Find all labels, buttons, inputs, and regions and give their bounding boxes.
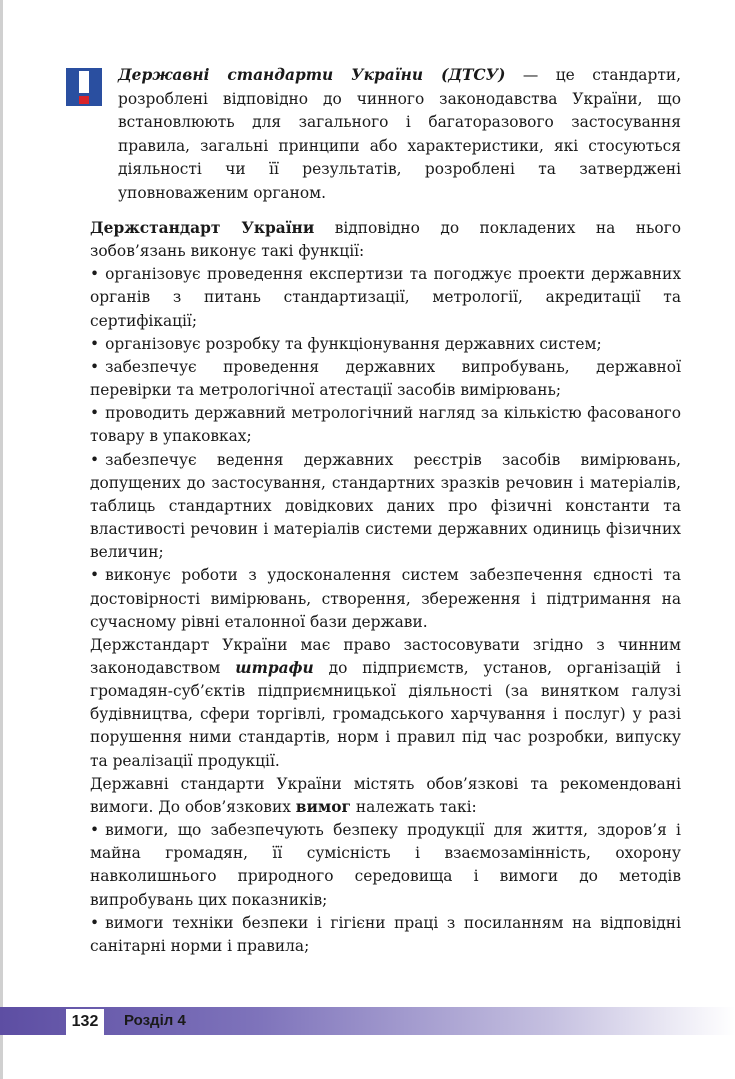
term-requirements: вимог xyxy=(295,797,351,816)
list-item: • забезпечує ведення державних реєстрів засобів вимірювань, допущених до застосування, стандартних зразків речовин і матеріалів, таблиць стандартних довідкових даних про фізичні константи та властивості речовин і матеріалів системи державних одиниць фізичних величин; xyxy=(90,450,681,562)
definition-term: Державні стандарти України (ДТСУ) xyxy=(118,66,506,84)
page-number: 132 xyxy=(66,1009,104,1035)
definition-block xyxy=(118,64,681,206)
bullet-icon: • xyxy=(90,357,100,376)
bullet-icon: • xyxy=(90,913,100,932)
bullet-icon: • xyxy=(90,450,100,469)
list-item: • організовує розробку та функціонування державних систем; xyxy=(90,334,602,353)
footer-band xyxy=(0,1007,735,1035)
list-item: • проводить державний метрологічний нагляд за кількістю фасованого товару в упаковках; xyxy=(90,404,681,446)
exclamation-icon xyxy=(66,68,102,106)
bullet-icon: • xyxy=(90,334,100,353)
list-item: • вимоги, що забезпечують безпеку продукції для життя, здоров’я і майна громадян, її сумісність і взаємозамінність, охорону навколишнього природного середовища і вимоги до методів випробувань цих показників; xyxy=(90,821,681,909)
term-fines: штрафи xyxy=(235,658,314,677)
bullet-icon: • xyxy=(90,821,100,840)
paragraph-fines: Держстандарт України має право застосовувати згідно з чинним законодавством штрафи до підприємств, установ, організацій і громадян-суб’єктів підприємницької діяльності (за винятком галузі будівництва, сфери торгівлі, громадського харчування і послуг) у разі порушення ними стандартів, норм і правил під час розробки, випуску та реалізації продукції. xyxy=(90,635,681,770)
term-derzhstandart: Держстандарт України xyxy=(90,219,315,237)
definition-text: — це стандарти, розроблені відповідно до чинного законодавства України, що встановлюють для загального і багаторазового застосування правила, загальні принципи або характеристики, які стосуються діяльності чи її результатів, розроблені та затверджені уповноваженим органом. xyxy=(118,66,681,202)
section-label: Розділ 4 xyxy=(124,1012,186,1029)
list-item: • забезпечує проведення державних випробувань, державної перевірки та метрологічної атестації засобів вимірювань; xyxy=(90,357,681,400)
bullet-icon: • xyxy=(90,265,100,284)
paragraph-intro: Держстандарт України відповідно до покладених на нього зобов’язань виконує такі функції: xyxy=(90,219,681,261)
list-item: • організовує проведення експертизи та погоджує проекти державних органів з питань стандартизації, метрології, акредитації та сертифікації; xyxy=(90,265,681,330)
page-edge xyxy=(0,0,3,1079)
paragraph-requirements: Державні стандарти України містять обов’язкові та рекомендовані вимоги. До обов’язкових вимог належать такі: xyxy=(90,774,681,816)
main-text xyxy=(90,217,681,958)
bullet-icon: • xyxy=(90,566,100,585)
list-item: • вимоги техніки безпеки і гігієни праці з посиланням на відповідні санітарні норми і правила; xyxy=(90,913,681,955)
list-item: • виконує роботи з удосконалення систем забезпечення єдності та достовірності вимірювань, створення, збереження і підтримання на сучасному рівні еталонної бази держави. xyxy=(90,566,681,631)
bullet-icon: • xyxy=(90,404,100,423)
